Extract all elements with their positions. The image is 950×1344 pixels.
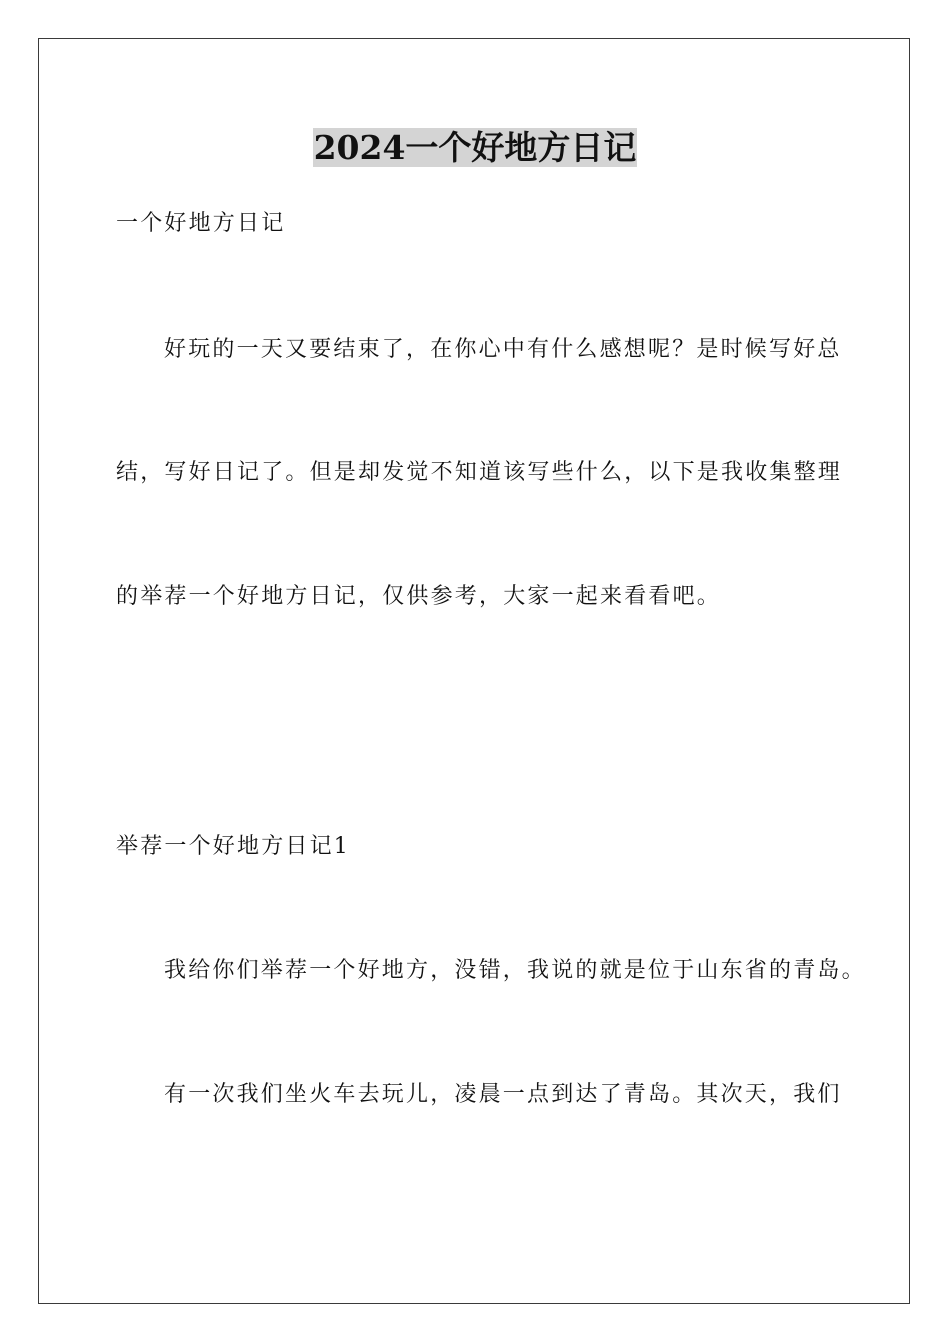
intro-line-3: 的举荐一个好地方日记，仅供参考，大家一起来看看吧。 [116, 584, 722, 609]
document-title-text: 2024一个好地方日记 [313, 128, 637, 167]
body-line-1: 我给你们举荐一个好地方，没错，我说的就是位于山东省的青岛。 [164, 958, 866, 983]
intro-line-2: 结，写好日记了。但是却发觉不知道该写些什么，以下是我收集整理 [116, 460, 843, 485]
section-heading: 举荐一个好地方日记1 [116, 834, 350, 859]
intro-line-1: 好玩的一天又要结束了，在你心中有什么感想呢？是时候写好总 [164, 337, 842, 362]
body-line-2: 有一次我们坐火车去玩儿，凌晨一点到达了青岛。其次天，我们 [164, 1082, 842, 1107]
document-subtitle: 一个好地方日记 [116, 211, 286, 236]
document-title [0, 126, 950, 170]
